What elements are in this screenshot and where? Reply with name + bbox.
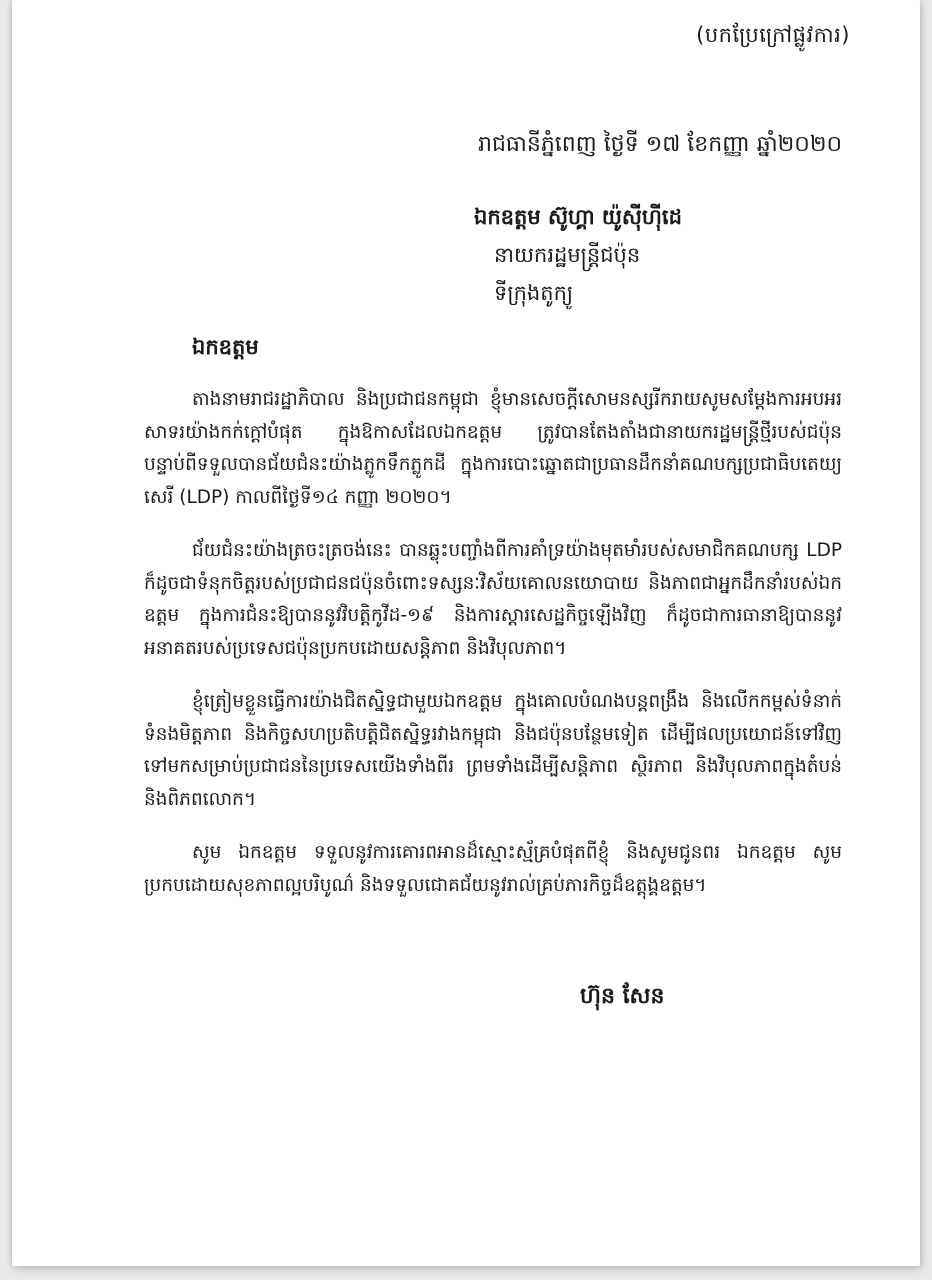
letter-body [144, 384, 842, 923]
signature-name: ហ៊ុន សែន [580, 984, 665, 1009]
body-paragraph-3: ខ្ញុំត្រៀមខ្លួនធ្វើការយ៉ាងជិតស្និទ្ធជាមួយឯកឧត្តម ក្នុងគោលបំណងបន្តពង្រឹង និងលើកកម្ពស់ទំនាក់ទំនងមិត្តភាព និងកិច្ចសហប្រតិបត្តិជិតស្និទ្ធរវាងកម្ពុជា និងជប៉ុនបន្ថែមទៀត ដើម្បីផលប្រយោជន៍ទៅវិញទៅមកសម្រាប់ប្រជាជននៃប្រទេសយើងទាំងពីរ ព្រមទាំងដើម្បីសន្តិភាព ស្ថិរភាព និងវិបុលភាពក្នុងតំបន់ និងពិភពលោក។ [144, 691, 842, 810]
recipient-title: នាយករដ្ឋមន្ត្រីជប៉ុន [494, 243, 641, 267]
date-line: រាជធានីភ្នំពេញ ថ្ងៃទី ១៧ ខែកញ្ញា ឆ្នាំ២០២០ [478, 132, 843, 157]
recipient-city: ទីក្រុងតូក្យូ [494, 281, 574, 305]
body-paragraph-2: ជ័យជំនះយ៉ាងត្រចះត្រចង់នេះ បានឆ្លុះបញ្ចាំងពីការគាំទ្រយ៉ាងមុតមាំរបស់សមាជិកគណបក្ស LDP ក៏ដូចជាទំនុកចិត្តរបស់ប្រជាជនជប៉ុនចំពោះទស្សនៈវិស័យគោលនយោបាយ និងភាពជាអ្នកដឹកនាំរបស់ឯកឧត្តម ក្នុងការជំនះឱ្យបាននូវវិបត្តិកូវីដ-១៩ និងការស្តារសេដ្ឋកិច្ចឡើងវិញ ក៏ដូចជាការធានាឱ្យបាននូវអនាគតរបស់ប្រទេសជប៉ុនប្រកបដោយសន្តិភាព និងវិបុលភាព។ [144, 540, 842, 659]
body-paragraph-1: តាងនាមរាជរដ្ឋាភិបាល និងប្រជាជនកម្ពុជា ខ្ញុំមានសេចក្តីសោមនស្សរីករាយសូមសម្តែងការអបអរសាទរយ៉ាងកក់ក្តៅបំផុត ក្នុងឱកាសដែលឯកឧត្តម ត្រូវបានតែងតាំងជានាយករដ្ឋមន្ត្រីថ្មីរបស់ជប៉ុន បន្ទាប់ពីទទួលបានជ័យជំនះយ៉ាងភ្លូកទឹកភ្លូកដី ក្នុងការបោះឆ្នោតជាប្រធានដឹកនាំគណបក្សប្រជាធិបតេយ្យសេរី (LDP) កាលពីថ្ងៃទី១៤ កញ្ញា ២០២០។ [144, 389, 842, 508]
body-paragraph-4: សូម ឯកឧត្តម ទទួលនូវការគោរពអានដ៏ស្មោះស្ម័គ្របំផុតពីខ្ញុំ និងសូមជូនពរ ឯកឧត្តម សូមប្រកបដោយសុខភាពល្អបរិបូណ៌ និងទទួលជោគជ័យនូវរាល់គ្រប់ភារកិច្ចដ៏ឧត្តុង្គឧត្តម។ [144, 842, 842, 896]
recipient-name: ឯកឧត្តម ស៊ូហ្គា យ៉ូស៊ីហ៊ីដេ [474, 205, 682, 229]
unofficial-translation-note: (បកប្រែក្រៅផ្លូវការ) [696, 23, 850, 47]
recipient-block [474, 198, 682, 312]
salutation: ឯកឧត្តម [192, 335, 259, 359]
letter-page [12, 0, 920, 1266]
